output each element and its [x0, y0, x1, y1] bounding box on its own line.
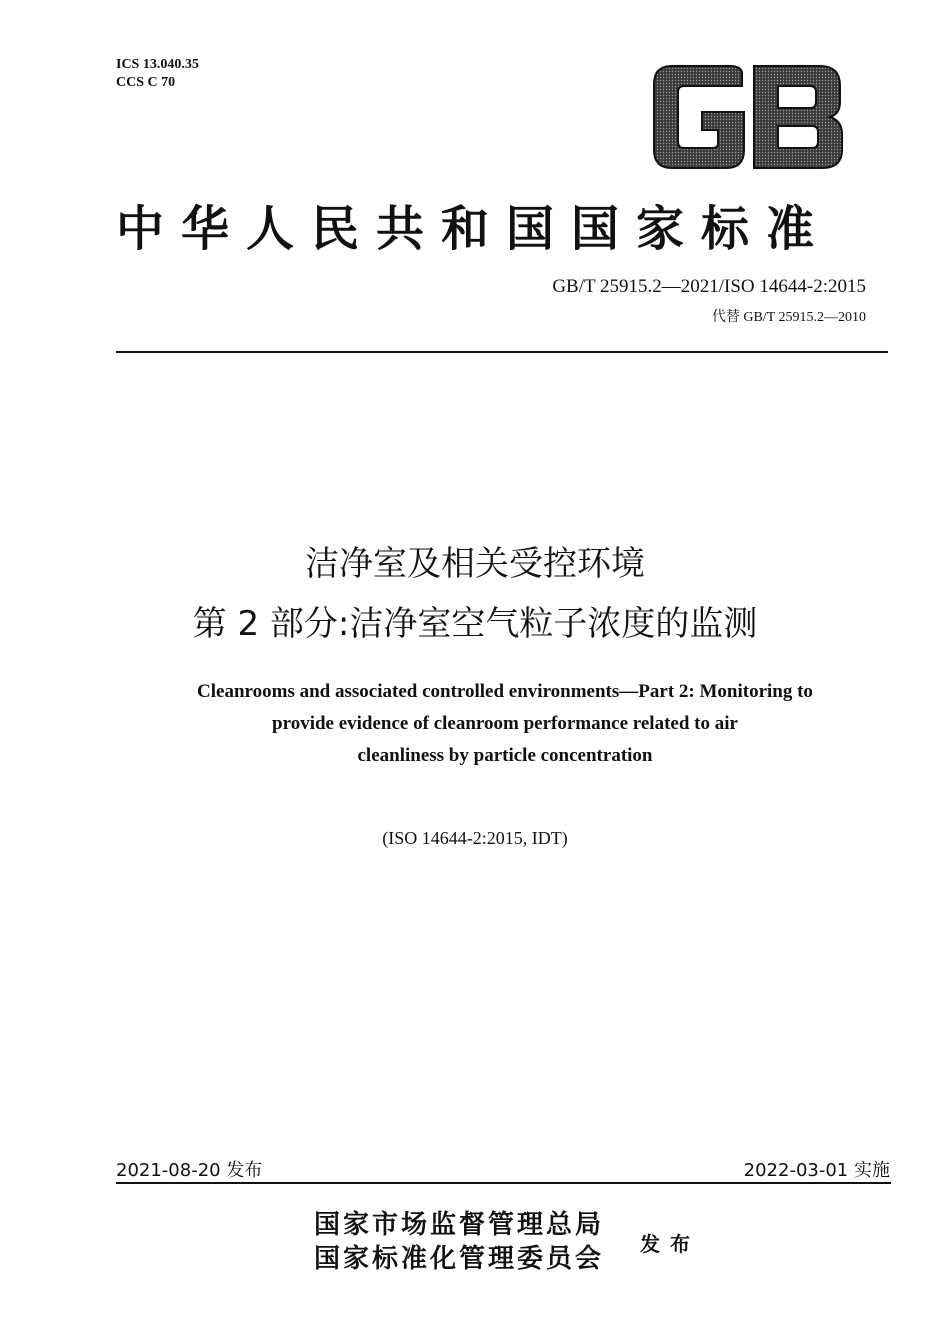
gb-logo-g: [654, 66, 744, 168]
title-cn-line2: 第 2 部分:洁净室空气粒子浓度的监测: [192, 604, 758, 644]
publisher-2: 国家标准化管理委员会: [314, 1244, 605, 1273]
publisher-1: 国家市场监督管理总局: [314, 1210, 605, 1239]
iso-equivalence: (ISO 14644-2:2015, IDT): [382, 828, 568, 848]
title-en: [110, 676, 900, 772]
national-standard-heading: 中华人民共和国国家标准: [116, 203, 832, 256]
top-divider: [116, 351, 888, 353]
classification-codes: [116, 56, 199, 92]
publish-label: 发布: [640, 1234, 700, 1256]
title-en-line2: provide evidence of cleanroom performance related to air: [272, 713, 738, 734]
standard-number: GB/T 25915.2—2021/ISO 14644-2:2015: [552, 276, 866, 297]
title-en-line1: Cleanrooms and associated controlled environments—Part 2: Monitoring to: [197, 681, 813, 702]
bottom-divider: [116, 1182, 891, 1184]
replaces-standard: 代替 GB/T 25915.2—2010: [711, 310, 866, 325]
implementation-date: 2022-03-01 实施: [743, 1160, 890, 1181]
gb-logo-b: [754, 66, 842, 168]
title-cn-line1: 洁净室及相关受控环境: [305, 544, 645, 584]
issue-date: 2021-08-20 发布: [116, 1160, 263, 1181]
publishers: [314, 1208, 604, 1276]
ics-code: ICS 13.040.35: [116, 57, 199, 72]
gb-logo: [650, 64, 846, 170]
ccs-code: CCS C 70: [116, 75, 176, 90]
title-en-line3: cleanliness by particle concentration: [357, 745, 653, 766]
